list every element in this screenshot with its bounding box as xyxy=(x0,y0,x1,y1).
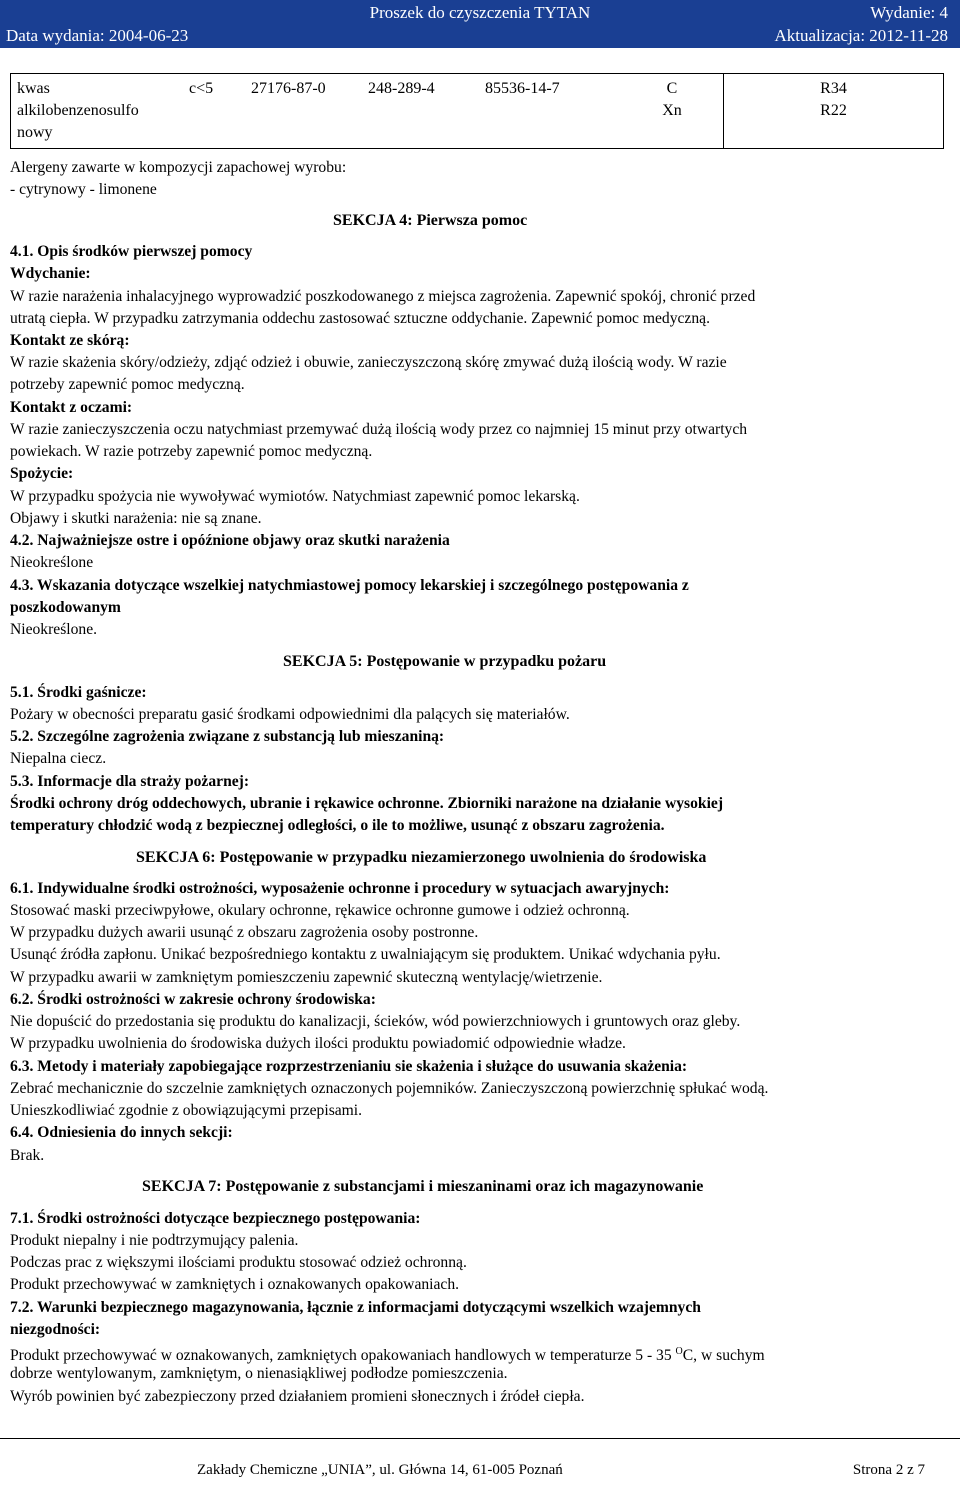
text-line: W przypadku dużych awarii usunąć z obszaru zagrożenia osoby postronne. xyxy=(10,924,479,941)
component-name-line: alkilobenzenosulfo xyxy=(17,102,139,119)
label-eye-contact: Kontakt z oczami: xyxy=(10,399,133,416)
text-line: Nieokreślone. xyxy=(10,621,98,638)
text-line: Objawy i skutki narażenia: nie są znane. xyxy=(10,510,262,527)
label-inhalation: Wdychanie: xyxy=(10,265,91,282)
text-line: utratą ciepła. W przypadku zatrzymania oddechu zastosować sztuczne oddychanie. Zapewnić pomoc medyczną. xyxy=(10,310,710,327)
heading-6-3: 6.3. Metody i materiały zapobiegające rozprzestrzenianiu sie skażenia i służące do usuwania skażenia: xyxy=(10,1058,688,1075)
text-line: Wyrób powinien być zabezpieczony przed działaniem promieni słonecznych i źródeł ciepła. xyxy=(10,1388,585,1405)
text-line: Pożary w obecności preparatu gasić środkami odpowiednimi dla palących się materiałów. xyxy=(10,706,570,723)
section-6-title: SEKCJA 6: Postępowanie w przypadku niezamierzonego uwolnienia do środowiska xyxy=(136,849,707,866)
table-row xyxy=(11,74,944,149)
text-line: Brak. xyxy=(10,1147,45,1164)
text-line: W razie skażenia skóry/odzieży, zdjąć odzież i obuwie, zanieczyszczoną skórę zmywać dużą ilością wody. W razie xyxy=(10,354,727,371)
document-header xyxy=(0,0,960,48)
risk-phrase: R34 xyxy=(820,80,847,97)
heading-4-3: 4.3. Wskazania dotyczące wszelkiej natychmiastowej pomocy lekarskiej i szczególnego postępowania z xyxy=(10,577,689,594)
component-name-line: kwas xyxy=(17,80,50,97)
text-line: Podczas prac z większymi ilościami produktu stosować odzież ochronną. xyxy=(10,1254,467,1271)
footer-divider xyxy=(0,1438,960,1439)
text-line: W przypadku uwolnienia do środowiska dużych ilości produktu powiadomić odpowiednie władze. xyxy=(10,1035,626,1052)
text-line: W przypadku spożycia nie wywoływać wymiotów. Natychmiast zapewnić pomoc lekarską. xyxy=(10,488,580,505)
text-line: dobrze wentylowanym, zamkniętym, o nienasiąkliwej podłodze pomieszczenia. xyxy=(10,1365,508,1382)
index-number-cell: 85536-14-7 xyxy=(479,74,621,149)
heading-4-1: 4.1. Opis środków pierwszej pomocy xyxy=(10,243,253,260)
temperature-text-end: C, w suchym xyxy=(682,1347,765,1365)
text-line: W przypadku awarii w zamkniętym pomieszczeniu zapewnić skuteczną wentylację/wietrzenie. xyxy=(10,969,603,986)
label-skin-contact: Kontakt ze skórą: xyxy=(10,332,130,349)
header-issue-date: Data wydania: 2004-06-23 xyxy=(6,26,189,45)
heading-6-2: 6.2. Środki ostrożności w zakresie ochrony środowiska: xyxy=(10,991,376,1008)
footer-company: Zakłady Chemiczne „UNIA”, ul. Główna 14, 61-005 Poznań xyxy=(197,1462,563,1478)
text-line: Środki ochrony dróg oddechowych, ubranie i rękawice ochronne. Zbiorniki narażone na działanie wysokiej xyxy=(10,795,724,812)
heading-6-4: 6.4. Odniesienia do innych sekcji: xyxy=(10,1124,233,1141)
section-5-title: SEKCJA 5: Postępowanie w przypadku pożaru xyxy=(283,653,607,670)
heading-7-2: 7.2. Warunki bezpiecznego magazynowania, łącznie z informacjami dotyczącymi wszelkich wzajemnych xyxy=(10,1299,701,1316)
footer-page-number: Strona 2 z 7 xyxy=(852,1462,925,1478)
header-product-name: Proszek do czyszczenia TYTAN xyxy=(369,3,591,22)
heading-5-3: 5.3. Informacje dla straży pożarnej: xyxy=(10,773,250,790)
text-line: Unieszkodliwiać zgodnie z obowiązującymi przepisami. xyxy=(10,1102,363,1119)
text-line: W razie zanieczyszczenia oczu natychmiast przemywać dużą ilością wody przez co najmniej 15 minut przy otwartych xyxy=(10,421,748,438)
text-line: Nie dopuścić do przedostania się produktu do kanalizacji, ścieków, wód powierzchniowych i gruntowych oraz gleby. xyxy=(10,1013,741,1030)
text-line: Produkt przechowywać w zamkniętych i oznakowanych opakowaniach. xyxy=(10,1276,460,1293)
hazard-symbol-cell xyxy=(621,74,724,149)
allergens-list: - cytrynowy - limonene xyxy=(10,181,157,198)
section-4-title: SEKCJA 4: Pierwsza pomoc xyxy=(333,212,528,229)
component-name-cell xyxy=(11,74,184,149)
risk-phrase-cell xyxy=(724,74,944,149)
risk-phrase: R22 xyxy=(820,102,847,119)
text-line: Produkt niepalny i nie podtrzymujący palenia. xyxy=(10,1232,299,1249)
heading-7-2-cont: niezgodności: xyxy=(10,1321,101,1338)
heading-4-3-cont: poszkodowanym xyxy=(10,599,121,616)
text-line: Stosować maski przeciwpyłowe, okulary ochronne, rękawice ochronne gumowe i odzież ochronną. xyxy=(10,902,630,919)
temperature-text: Produkt przechowywać w oznakowanych, zamkniętych opakowaniach handlowych w temperaturze 5 - 35 xyxy=(10,1347,676,1365)
heading-7-1: 7.1. Środki ostrożności dotyczące bezpiecznego postępowania: xyxy=(10,1210,421,1227)
label-ingestion: Spożycie: xyxy=(10,465,74,482)
heading-5-1: 5.1. Środki gaśnicze: xyxy=(10,684,147,701)
allergens-heading: Alergeny zawarte w kompozycji zapachowej wyrobu: xyxy=(10,159,347,176)
header-update-date: Aktualizacja: 2012-11-28 xyxy=(774,26,948,45)
section-7-title: SEKCJA 7: Postępowanie z substancjami i mieszaninami oraz ich magazynowanie xyxy=(142,1178,704,1195)
composition-table xyxy=(10,73,944,149)
text-line: temperatury chłodzić wodą z bezpiecznej odległości, o ile to możliwe, usunąć z obszaru zagrożenia. xyxy=(10,817,665,834)
component-name-line: nowy xyxy=(17,124,53,141)
text-line: W razie narażenia inhalacyjnego wyprowadzić poszkodowanego z miejsca zagrożenia. Zapewnić spokój, chronić przed xyxy=(10,288,756,305)
text-line: potrzeby zapewnić pomoc medyczną. xyxy=(10,376,245,393)
heading-4-2: 4.2. Najważniejsze ostre i opóźnione objawy oraz skutki narażenia xyxy=(10,532,450,549)
degree-superscript: O xyxy=(675,1346,683,1357)
hazard-symbol: C xyxy=(666,80,678,97)
text-line: Niepalna ciecz. xyxy=(10,750,107,767)
text-line: Usunąć źródła zapłonu. Unikać bezpośredniego kontaktu z uwalniającym się produktem. Unikać wdychania pyłu. xyxy=(10,946,721,963)
hazard-symbol: Xn xyxy=(662,102,682,119)
text-line: Nieokreślone xyxy=(10,554,94,571)
heading-5-2: 5.2. Szczególne zagrożenia związane z substancją lub mieszaniną: xyxy=(10,728,445,745)
header-edition: Wydanie: 4 xyxy=(870,3,948,22)
cas-number-cell: 27176-87-0 xyxy=(245,74,362,149)
concentration-cell: c<5 xyxy=(183,74,245,149)
ec-number-cell: 248-289-4 xyxy=(362,74,479,149)
text-line: Zebrać mechanicznie do szczelnie zamkniętych oznaczonych pojemników. Zanieczyszczoną powierzchnię spłukać wodą. xyxy=(10,1080,769,1097)
text-line: powiekach. W razie potrzeby zapewnić pomoc medyczną. xyxy=(10,443,373,460)
heading-6-1: 6.1. Indywidualne środki ostrożności, wyposażenie ochronne i procedury w sytuacjach awaryjnych: xyxy=(10,880,670,897)
